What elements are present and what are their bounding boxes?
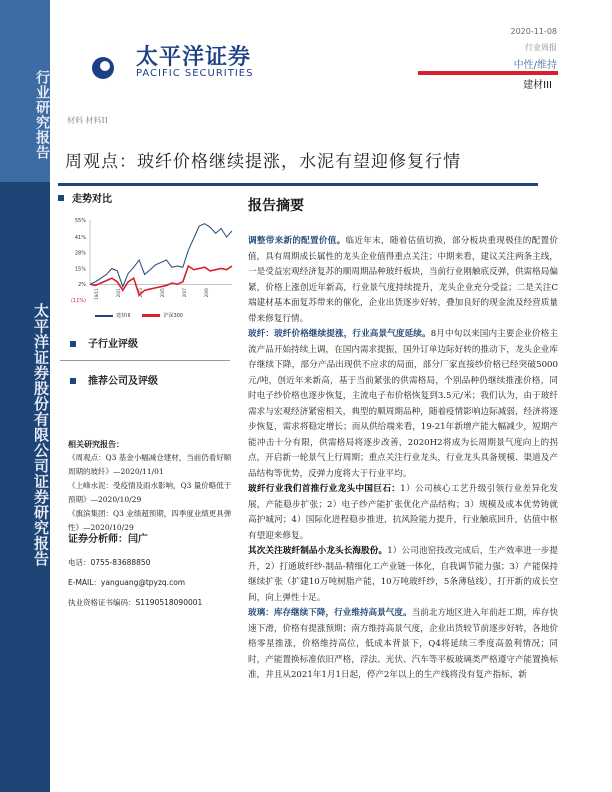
trend-section	[58, 190, 233, 205]
industry-label: 建材III	[523, 80, 552, 91]
pacific-logo-icon	[65, 10, 135, 100]
summary-paragraph: 玻纤行业我们首推行业龙头中国巨石：1）公司核心工艺升级引领行业差异化发展，产能稳步扩张；2）电子纱产能扩张优化产品结构；3）规模及成本优势铸就高护城河；4）国际化进程稳步推进，抗风险能力提升，行业触底回升，估值中枢有望迎来修复。	[248, 484, 558, 541]
svg-text:20/9: 20/9	[204, 288, 209, 298]
report-category: 材料 材料II	[67, 116, 108, 125]
svg-text:15%: 15%	[74, 266, 86, 273]
trend-chart-plot	[60, 210, 235, 310]
analyst-phone: 电话：0755-83688850	[68, 558, 151, 567]
report-type: 行业周报	[525, 43, 557, 52]
related-heading: 相关研究报告：	[68, 439, 124, 449]
svg-text:2%: 2%	[78, 282, 86, 289]
recommend-heading: 推荐公司及评级	[70, 372, 158, 387]
header-divider	[418, 71, 558, 75]
page-title: 周观点：玻纤价格继续提涨，水泥有望迎修复行情	[65, 152, 461, 172]
rating-badge: 中性/维持	[513, 60, 557, 71]
svg-text:41%: 41%	[74, 234, 86, 241]
sidebar-company-label: 太平洋证券股份有限公司证券研究报告	[32, 303, 50, 567]
svg-text:20/1: 20/1	[116, 288, 121, 298]
chart-legend	[95, 312, 183, 319]
bullet-square-icon	[70, 341, 76, 347]
svg-text:20/7: 20/7	[182, 288, 187, 298]
report-date: 2020-11-08	[510, 27, 557, 36]
svg-text:20/5: 20/5	[160, 288, 165, 298]
related-report-link[interactable]: 《旗滨集团：Q3 业绩超预期，四季度业绩更具弹性》—2020/10/29	[68, 509, 232, 532]
bullet-square-icon	[58, 195, 64, 201]
svg-text:55%: 55%	[74, 218, 86, 224]
logo-english-name: PACIFIC SECURITIES	[136, 68, 254, 79]
svg-text:(11%): (11%)	[70, 298, 86, 304]
sub-rating-heading: 子行业评级	[70, 335, 138, 350]
legend-item: 沪深300	[163, 313, 183, 319]
section-divider	[60, 360, 230, 361]
analyst-info	[68, 530, 238, 613]
logo-chinese-name: 太平洋证券	[136, 45, 252, 70]
svg-text:20/3: 20/3	[138, 288, 143, 298]
summary-body	[248, 234, 558, 684]
summary-paragraph: 玻纤：玻纤价格继续提涨，行业高景气度延续。8月中旬以来国内主要企业价格主流产品开始持续上调，在国内需求提振，国外订单边际好转的推动下，龙头企业库存继续下降，部分产品出现供不应求的局面，部分厂家直接纱价格已经突破5000元/吨，创近年来新高，基于当前紧张的供需格局，个别品种仍继续推涨价格，同时电子纱价格也逐步恢复，主流电子布价格恢复到3.5元/米；我们认为，由于玻纤需求与宏观经济紧密相关，典型的顺周期品种，随着疫情影响边际减弱，经济将逐步恢复，需求将稳定增长；而从供给端来看，19-21年新增产能大幅减少，短期产能冲击十分有限，供需格局将逐步改善，2020H2将成为长周期景气度向上的拐点，开启新一轮景气上行周期；重点关注行业龙头，行业龙头具备规模、渠道及产品结构等优势，反弹力度将大于行业平均。	[248, 329, 558, 479]
summary-paragraph: 其次关注玻纤制品小龙头长海股份。1）公司池窑技改完成后，生产效率进一步提升，2）打通玻纤纱-制品-精细化工产业链一体化，自我调节能力强；3）产能保持继续扩张（扩建10万吨树脂产能，10万吨玻纤纱，5条薄毡线），打开新的成长空间，向上弹性十足。	[248, 546, 558, 603]
related-reports	[68, 437, 238, 535]
summary-paragraph: 调整带来新的配置价值。临近年末，随着估值切换，部分板块重现极佳的配置价值，具有周期成长属性的龙头企业值得重点关注；中期来看，建议关注两条主线，一是受益宏观经济复苏的顺周期品种玻纤板块，当前行业刚触底反弹，供需格局偏紧，价格上涨创近年新高，行业景气度持续提升，龙头企业充分受益；二是关注C端建材基本面复苏带来的催化，企业出货逐步好转，叠加良好的现金流及经营质量带来修复行情。	[248, 236, 558, 324]
title-divider	[58, 183, 538, 186]
legend-item: 建材III	[116, 313, 131, 319]
analyst-email[interactable]: E-MAIL：yanguang@tpyzq.com	[68, 578, 186, 587]
sidebar-top-band	[0, 0, 50, 182]
analyst-name: 证券分析师：闫广	[68, 534, 148, 545]
sidebar-report-category: 行业研究报告	[34, 70, 50, 160]
related-report-link[interactable]: 《周观点：Q3 基金小幅减仓建材，当前仍看好顺周期的玻纤》—2020/11/01	[68, 453, 232, 476]
svg-text:28%: 28%	[74, 250, 86, 257]
trend-heading: 走势对比	[72, 194, 112, 205]
summary-paragraph: 玻璃：库存继续下降，行业维持高景气度。当前北方地区进入年前赶工期，库存快速下滑，价格有提涨预期；南方维持高景气度，企业出货较节前逐步好转，各地价格零星推涨，价格维持高位，低成本背景下，Q4将延续三季度高盈利情况；同时，产能置换标准依旧严格，浮法、光伏、汽车等平板玻璃类严格遵守产能置换标准，并且从2021年1月1日起，停产2年以上的生产线将没有复产指标，新	[248, 608, 558, 680]
bullet-square-icon	[70, 378, 76, 384]
svg-text:19/11: 19/11	[94, 288, 99, 300]
analyst-license: 执业资格证书编码：S1190518090001	[68, 598, 203, 607]
summary-heading: 报告摘要	[248, 198, 304, 214]
related-report-link[interactable]: 《上峰水泥：受疫情及雨水影响，Q3 量价略低于预期》—2020/10/29	[68, 481, 232, 504]
